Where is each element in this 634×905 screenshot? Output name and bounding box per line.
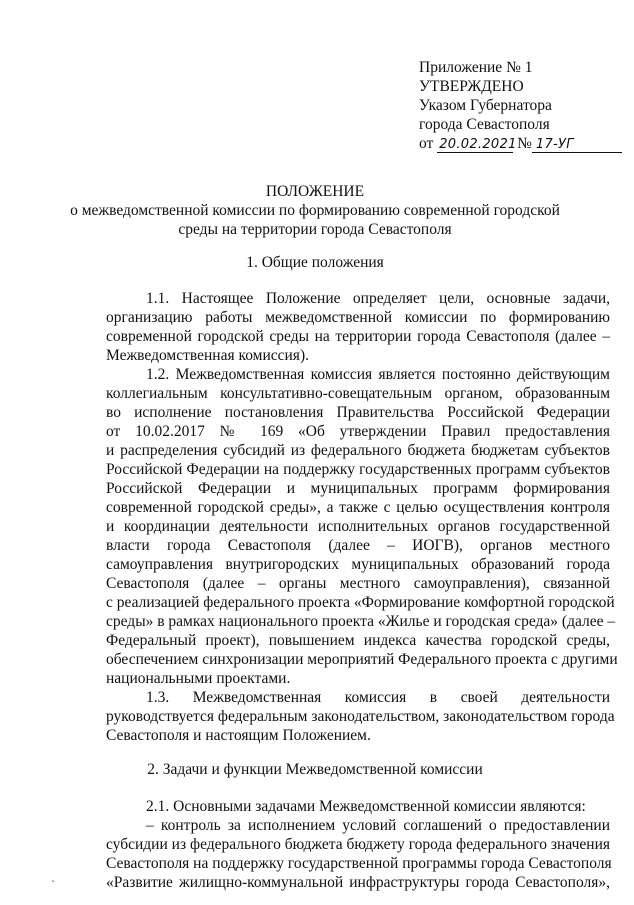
title-line-2: среды на территории города Севастополя <box>178 221 452 238</box>
text-line: Севастополя и настоящим Положением. <box>106 727 371 744</box>
text-line: коллегиальным консультативно-совещательным органом, образованным <box>106 385 610 402</box>
text-line: 1.2. Межведомственная комиссия является постоянно действующим <box>146 366 610 383</box>
text-line: организацию работы межведомственной комиссии по формированию <box>106 309 610 326</box>
text-line: современной городской среды», а также с целью осуществления контроля <box>106 499 610 516</box>
text-line: Севастополя (далее – органы местного самоуправления), связанной <box>106 575 610 592</box>
text-line: среды» в рамках национального проекта «Жилье и городская среда» (далее – <box>106 613 616 630</box>
approved-label: УТВЕРЖДЕНО <box>419 78 524 95</box>
text-line: современной городской среды на территории города Севастополя (далее – <box>106 328 610 345</box>
handwritten-date: 20.02.2021 <box>439 137 517 152</box>
text-line: обеспечением синхронизации мероприятий Федерального проекта с другими <box>106 651 618 668</box>
text-line: национальными проектами. <box>106 670 291 687</box>
number-prefix: № <box>517 135 532 152</box>
text-line: и координации деятельности исполнительных органов государственной <box>106 518 610 535</box>
text-line: Севастополя на поддержку государственной программы города Севастополя <box>106 855 612 872</box>
text-line: власти города Севастополя (далее – ИОГВ), органов местного <box>106 537 610 554</box>
decree-date-number <box>419 134 619 153</box>
title-line-1: о межведомственной комиссии по формированию современной городской <box>70 202 560 219</box>
text-line: во исполнение постановления Правительства Российской Федерации <box>106 404 610 421</box>
section-2-heading: 2. Задачи и функции Межведомственной комиссии <box>147 761 483 778</box>
appendix-label: Приложение № 1 <box>419 59 533 76</box>
text-line: руководствуется федеральным законодательством, законодательством города <box>106 708 615 725</box>
document-title <box>70 182 560 239</box>
text-line: Российской Федерации и муниципальных программ формирования <box>106 480 610 497</box>
text-line: с реализацией федерального проекта «Формирование комфортной городской <box>106 594 615 611</box>
scan-artifact-mark: ˛ <box>52 872 55 882</box>
decree-label: Указом Губернатора <box>419 97 552 114</box>
title-heading: ПОЛОЖЕНИЕ <box>265 183 365 200</box>
text-line: самоуправления внутригородских муниципальных образований города <box>106 556 610 573</box>
text-line: и распределения субсидий из федерального бюджета бюджетам субъектов <box>106 442 610 459</box>
text-line: 2.1. Основными задачами Межведомственной комиссии являются: <box>146 798 586 815</box>
text-line: Российской Федерации на поддержку государственных программ субъектов <box>106 461 610 478</box>
from-prefix: от <box>419 135 434 152</box>
text-line: от 10.02.2017 № 169 «Об утверждении Правил предоставления <box>106 423 610 440</box>
text-line: субсидии из федерального бюджета бюджету города федерального значения <box>106 836 610 853</box>
text-line: Межведомственная комиссия). <box>106 347 309 364</box>
text-line: – контроль за исполнением условий соглашений о предоставлении <box>146 817 610 834</box>
text-line: 1.1. Настоящее Положение определяет цели, основные задачи, <box>146 290 610 307</box>
handwritten-number: 17-УГ <box>532 138 622 153</box>
text-line: 1.3. Межведомственная комиссия в своей деятельности <box>146 689 610 706</box>
approval-stamp <box>419 58 619 153</box>
section-1-heading: 1. Общие положения <box>246 254 384 271</box>
text-line: Федеральный проект), повышением индекса качества городской среды, <box>106 632 610 649</box>
city-label: города Севастополя <box>419 116 550 133</box>
text-line: «Развитие жилищно-коммунальной инфраструктуры города Севастополя», <box>106 874 610 891</box>
